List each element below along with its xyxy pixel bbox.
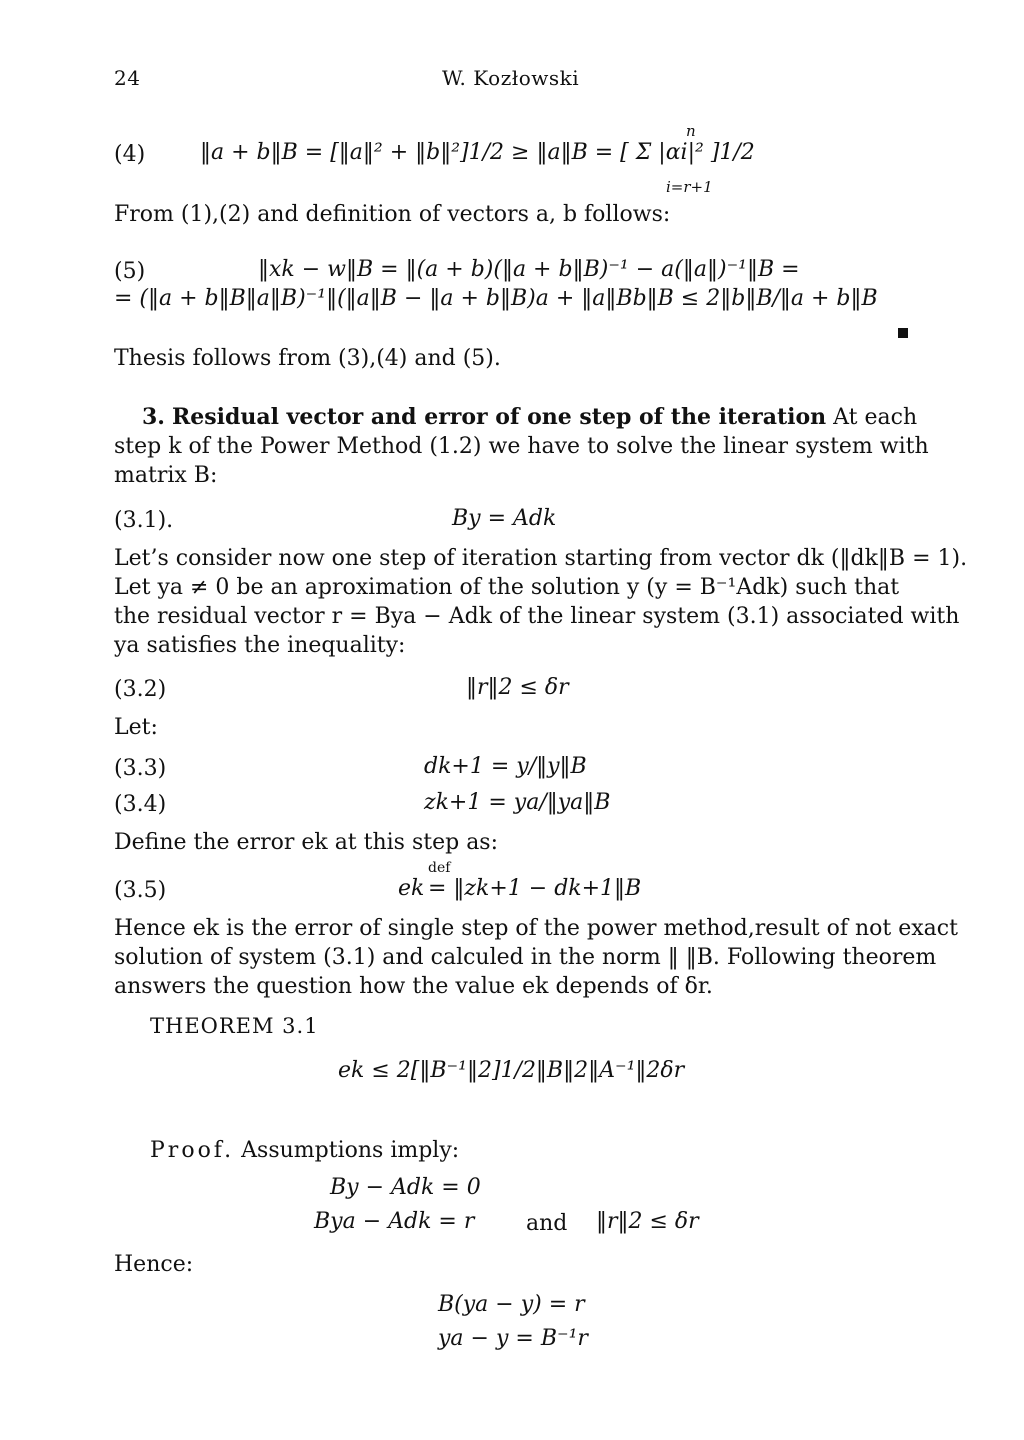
section-intro-text: At each [833,405,918,430]
eq35-rhs: = ‖zk+1 − dk+1‖B [428,876,642,901]
proof-eq5: ya − y = B⁻¹r [438,1326,588,1351]
eq5-line1: ‖xk − w‖B = ‖(a + b)(‖a + b‖B)⁻¹ − a(‖a‖)⁻¹‖B = [258,257,800,282]
proof-eq4: B(ya − y) = r [438,1292,585,1317]
eq33-label: (3.3) [114,756,167,781]
eq4-sum-top: n [686,122,696,140]
eq35-label: (3.5) [114,878,167,903]
section-text-line: matrix B: [114,463,218,488]
eq33-body: dk+1 = y/‖y‖B [424,754,587,779]
proof-intro: Assumptions imply: [241,1138,460,1163]
eq35-lhs: ek [398,876,425,901]
proof-and: and [526,1211,568,1236]
eq4-label: (4) [114,142,146,167]
paragraph-line: Hence ek is the error of single step of the power method,result of not exact [114,916,958,941]
theorem-body: ek ≤ 2[‖B⁻¹‖2]1/2‖B‖2‖A⁻¹‖2δr [338,1058,685,1083]
eq5-line2: = (‖a + b‖B‖a‖B)⁻¹‖(‖a‖B − ‖a + b‖B)a + ‖a‖Bb‖B ≤ 2‖b‖B/‖a + b‖B [114,286,878,311]
paragraph-line: the residual vector r = Bya − Adk of the linear system (3.1) associated with [114,604,960,629]
section-number: 3. [142,404,165,430]
theorem-label: THEOREM 3.1 [150,1014,319,1038]
section-heading [142,403,917,432]
eq34-label: (3.4) [114,792,167,817]
section-text-line: step k of the Power Method (1.2) we have to solve the linear system with [114,434,929,459]
thesis-line: Thesis follows from (3),(4) and (5). [114,346,501,371]
eq31-label: (3.1). [114,508,174,533]
eq4-body: ‖a + b‖B = [‖a‖² + ‖b‖²]1/2 ≥ ‖a‖B = [ Σ |αi|² ]1/2 [200,140,755,165]
paragraph-line: answers the question how the value ek depends of δr. [114,974,713,999]
define-line: Define the error ek at this step as: [114,830,499,855]
eq5-label: (5) [114,259,146,284]
hence-label: Hence: [114,1252,194,1277]
page-number: 24 [114,66,141,90]
proof-eq1: By − Adk = 0 [330,1175,481,1200]
section-title: Residual vector and error of one step of the iteration [171,404,827,430]
proof-heading [150,1136,459,1165]
eq4-sum-bottom: i=r+1 [666,178,713,196]
eq35-def-mark: def [428,860,451,876]
qed-mark [898,328,908,338]
proof-eq2: Bya − Adk = r [314,1209,475,1234]
proof-eq3: ‖r‖2 ≤ δr [596,1209,699,1234]
from-line: From (1),(2) and definition of vectors a, b follows: [114,202,671,227]
eq31-body: By = Adk [452,506,557,531]
running-author: W. Kozłowski [442,66,580,90]
paragraph-line: solution of system (3.1) and calculed in the norm ‖ ‖B. Following theorem [114,945,937,970]
eq32-label: (3.2) [114,677,167,702]
let-line: Let: [114,715,158,740]
eq34-body: zk+1 = ya/‖ya‖B [424,790,611,815]
paragraph-line: ya satisfies the inequality: [114,633,406,658]
paragraph-line: Let ya ≠ 0 be an aproximation of the solution y (y = B⁻¹Adk) such that [114,575,900,600]
paragraph-line: Let’s consider now one step of iteration starting from vector dk (‖dk‖B = 1). [114,546,968,571]
eq32-body: ‖r‖2 ≤ δr [466,675,569,700]
proof-label: Proof. [150,1138,235,1163]
